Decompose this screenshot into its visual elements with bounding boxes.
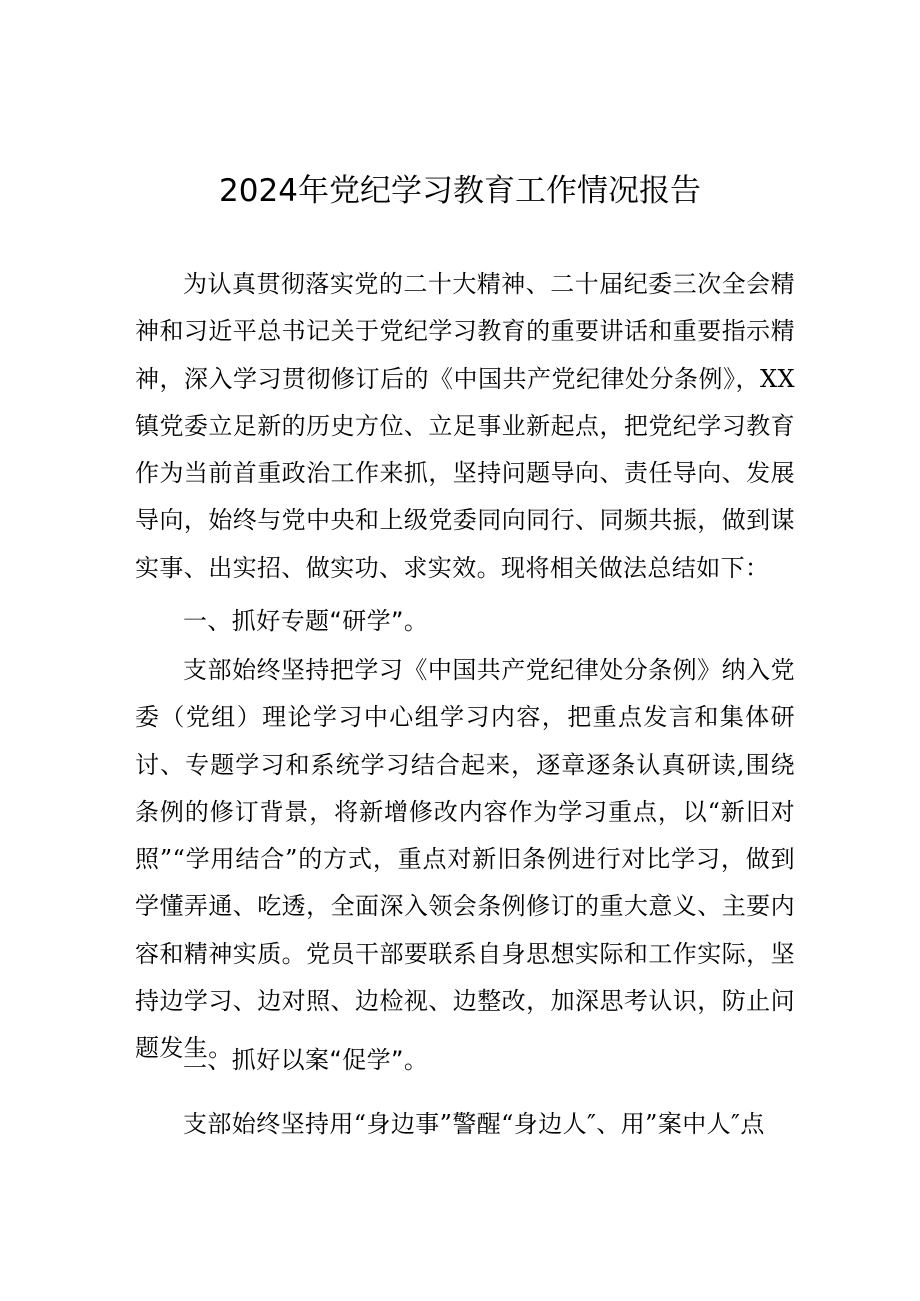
document-title: 2024年党纪学习教育工作情况报告 <box>219 173 701 209</box>
section-paragraph-2: 支部始终坚持用“身边事”警醒“身边人″、用”案中人″点 <box>183 1110 765 1138</box>
section-body-block-2 <box>135 1101 795 1148</box>
intro-block <box>135 261 795 592</box>
section-heading-1: 一、抓好专题“研学”。 <box>183 607 429 635</box>
intro-paragraph: 为认真贯彻落实党的二十大精神、二十届纪委三次全会精神和习近平总书记关于党纪学习教育的重要讲话和重要指示精神，深入学习贯彻修订后的《中国共产党纪律处分条例》，XX镇党委立足新的历史方位、立足事业新起点，把党纪学习教育作为当前首重政治工作来抓，坚持问题导向、责任导向、发展导向，始终与党中央和上级党委同向同行、同频共振，做到谋实事、出实招、做实功、求实效。现将相关做法总结如下： <box>135 270 795 582</box>
section-paragraph-1: 支部始终坚持把学习《中国共产党纪律处分条例》纳入党委（党组）理论学习中心组学习内容，把重点发言和集体研讨、专题学习和系统学习结合起来，逐章逐条认真研读,围绕条例的修订背景，将新增修改内容作为学习重点，以“新旧对照”“学用结合”的方式，重点对新旧条例进行对比学习，做到学懂弄通、吃透，全面深入领会条例修订的重大意义、主要内容和精神实质。党员干部要联系自身思想实际和工作实际，坚持边学习、边对照、边检视、边整改，加深思考认识，防止问题发生。 <box>135 656 795 1063</box>
section-body-block-1 <box>135 647 795 1073</box>
section-heading-2: 二、抓好以案“促学”。 <box>183 1046 429 1074</box>
